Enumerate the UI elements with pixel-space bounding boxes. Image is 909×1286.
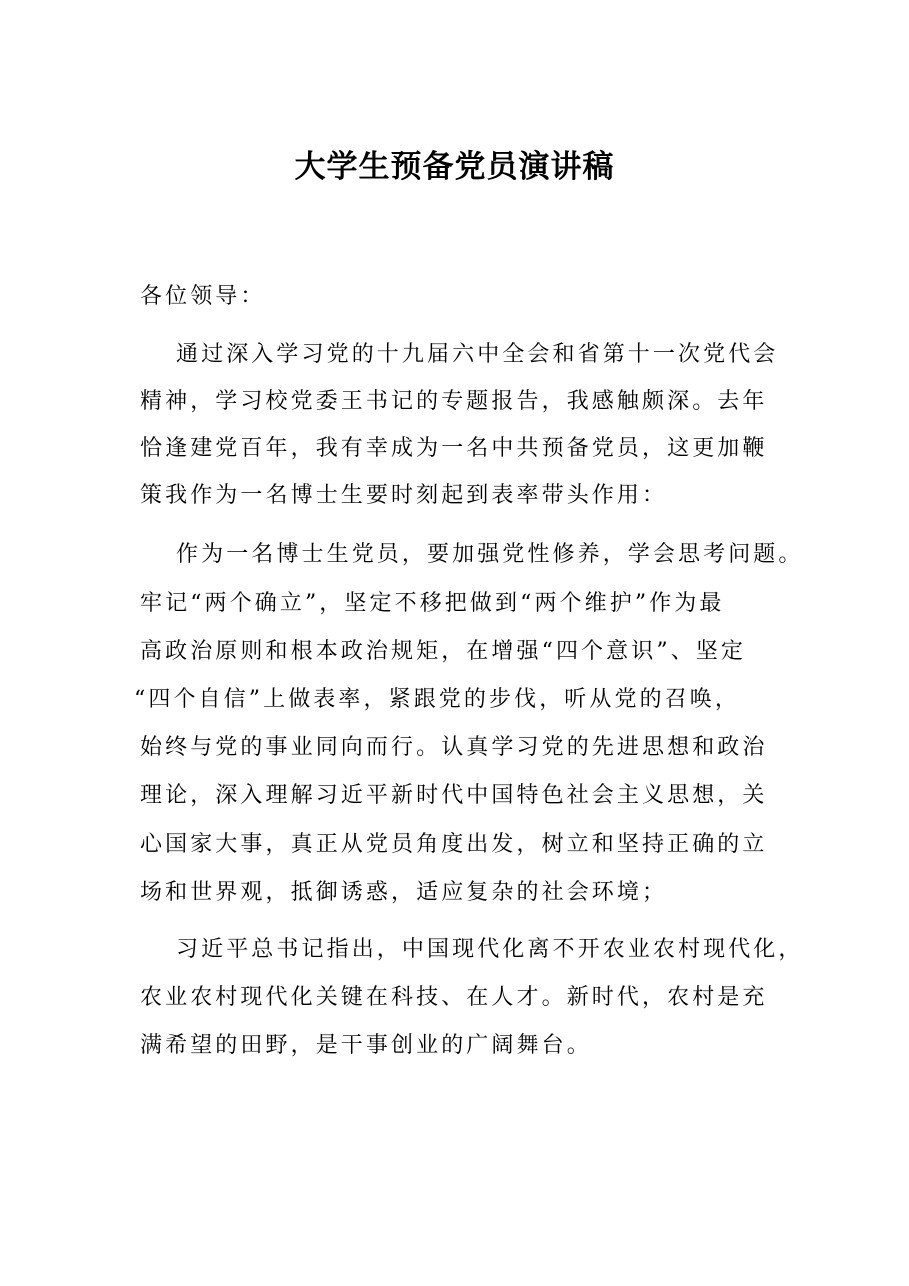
paragraph-2-line-3: 高政治原则和根本政治规矩，在增强“四个意识”、坚定 <box>140 639 746 664</box>
paragraph-2-line-2: 牢记“两个确立”，坚定不移把做到“两个维护”作为最 <box>140 591 725 616</box>
paragraph-1-line-2: 精神，学习校党委王书记的专题报告，我感触颇深。去年 <box>140 389 768 414</box>
paragraph-2-line-5: 始终与党的事业同向而行。认真学习党的先进思想和政治 <box>140 735 768 760</box>
paragraph-1-line-1: 通过深入学习党的十九届六中全会和省第十一次党代会 <box>176 342 779 367</box>
paragraph-2-line-8: 场和世界观，抵御诱惑，适应复杂的社会环境； <box>140 880 668 905</box>
paragraph-2-line-1: 作为一名博士生党员，要加强党性修养，学会思考问题。 <box>176 542 804 567</box>
paragraph-2-line-4: “四个自信”上做表率，紧跟党的步伐，听从党的召唤， <box>134 687 740 712</box>
salutation: 各位领导： <box>140 284 266 309</box>
paragraph-3-line-2: 农业农村现代化关键在科技、在人才。新时代，农村是充 <box>140 985 768 1010</box>
paragraph-1-line-4: 策我作为一名博士生要时刻起到表率带头作用： <box>140 483 668 508</box>
paragraph-3-line-3: 满希望的田野，是干事创业的广阔舞台。 <box>140 1033 592 1058</box>
document-title: 大学生预备党员演讲稿 <box>294 149 615 185</box>
paragraph-1-line-3: 恰逢建党百年，我有幸成为一名中共预备党员，这更加鞭 <box>140 436 768 461</box>
paragraph-2-line-7: 心国家大事，真正从党员角度出发，树立和坚持正确的立 <box>140 832 768 857</box>
paragraph-2-line-6: 理论，深入理解习近平新时代中国特色社会主义思想，关 <box>140 783 768 808</box>
paragraph-3-line-1: 习近平总书记指出，中国现代化离不开农业农村现代化， <box>176 937 804 962</box>
